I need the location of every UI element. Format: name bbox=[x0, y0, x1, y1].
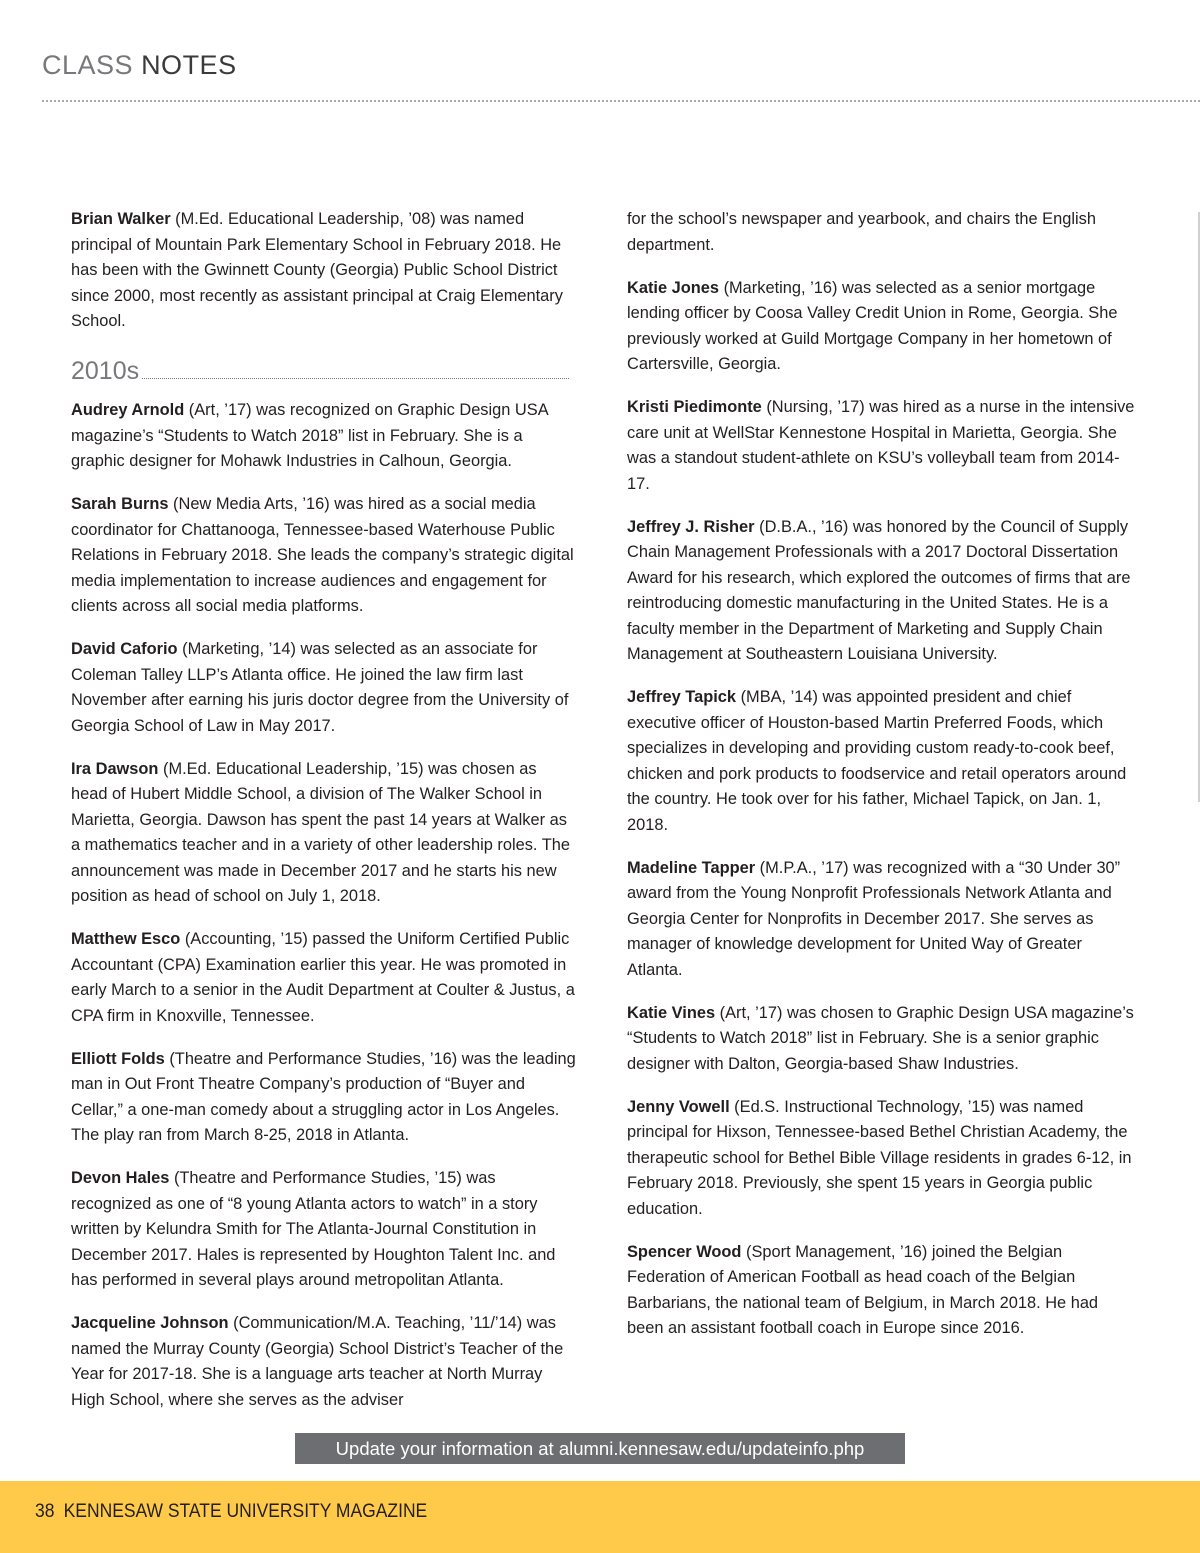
alumni-name: Jeffrey J. Risher bbox=[627, 517, 755, 536]
alumni-name: Sarah Burns bbox=[71, 495, 169, 513]
note-text: (Theatre and Performance Studies, ’15) was recognized as one of “8 young Atlanta actors to watch” in a story written by Kelundra Smith for The Atlanta-Journal Constitution in December 2017. Hales is represented by Houghton Talent Inc. and has performed in several plays around metropolitan Atlanta. bbox=[71, 1169, 556, 1289]
class-note bbox=[71, 757, 576, 910]
note-text: (Art, ’17) was recognized on Graphic Design USA magazine’s “Students to Watch 2018” list in February. She is a graphic designer for Mohawk Industries in Calhoun, Georgia. bbox=[71, 401, 548, 470]
note-text: (Accounting, ’15) passed the Uniform Certified Public Accountant (CPA) Examination earlier this year. He was promoted in early March to a senior in the Audit Department at Coulter & Justus, a CPA firm in Knoxville, Tennessee. bbox=[71, 930, 575, 1025]
alumni-name: Katie Vines bbox=[627, 1003, 716, 1022]
class-note bbox=[627, 685, 1137, 838]
note-text: (M.Ed. Educational Leadership, ’08) was named principal of Mountain Park Elementary School in February 2018. He has been with the Gwinnett County (Georgia) Public School District since 2000, most recently as assistant principal at Craig Elementary School. bbox=[71, 210, 563, 330]
class-note bbox=[71, 1166, 576, 1294]
footer bbox=[35, 1500, 427, 1524]
class-note bbox=[627, 395, 1137, 497]
class-note bbox=[627, 276, 1137, 378]
class-note bbox=[627, 1095, 1137, 1223]
class-note-continuation: for the school’s newspaper and yearbook, and chairs the English department. bbox=[627, 210, 1096, 254]
publication-name: KENNESAW STATE UNIVERSITY MAGAZINE bbox=[63, 1501, 428, 1522]
note-text: (Marketing, ’14) was selected as an associate for Coleman Talley LLP’s Atlanta office. He joined the law firm last November after earning his juris doctor degree from the University of Georgia School of Law in May 2017. bbox=[71, 640, 569, 735]
note-text: (Nursing, ’17) was hired as a nurse in the intensive care unit at WellStar Kennestone Hospital in Marietta, Georgia. She was a standout student-athlete on KSU’s volleyball team from 2014-17. bbox=[627, 398, 1135, 493]
page-section-title bbox=[42, 52, 237, 79]
note-text: (Art, ’17) was chosen to Graphic Design USA magazine’s “Students to Watch 2018” list in February. She is a senior graphic designer with Dalton, Georgia-based Shaw Industries. bbox=[627, 1003, 1134, 1073]
note-text: (Marketing, ’16) was selected as a senior mortgage lending officer by Coosa Valley Credit Union in Rome, Georgia. She previously worked at Guild Mortgage Company in her hometown of Cartersville, Georgia. bbox=[627, 278, 1118, 373]
decade-heading-label: 2010s bbox=[71, 357, 140, 385]
alumni-name: Kristi Piedimonte bbox=[627, 398, 762, 416]
class-note bbox=[627, 515, 1137, 668]
class-note bbox=[71, 1047, 576, 1149]
class-note bbox=[71, 398, 576, 475]
decade-heading-dotted-rule bbox=[142, 378, 569, 379]
alumni-name: Spencer Wood bbox=[627, 1242, 742, 1261]
note-text: (M.Ed. Educational Leadership, ’15) was chosen as head of Hubert Middle School, a division of The Walker School in Marietta, Georgia. Dawson has spent the past 14 years at Walker as a mathematics teacher and in a variety of other leadership roles. The announcement was made in December 2017 and he starts his new position as head of school on July 1, 2018. bbox=[71, 759, 570, 905]
alumni-name: Jacqueline Johnson bbox=[71, 1314, 229, 1332]
alumni-name: Ira Dawson bbox=[71, 759, 159, 778]
alumni-name: Elliott Folds bbox=[71, 1049, 165, 1068]
alumni-name: Brian Walker bbox=[71, 210, 171, 228]
note-text: (Theatre and Performance Studies, ’16) was the leading man in Out Front Theatre Company’s production of “Buyer and Cellar,” a one-man comedy about a struggling actor in Los Angeles. The play ran from March 8-25, 2018 in Atlanta. bbox=[71, 1049, 576, 1144]
left-column bbox=[71, 207, 576, 1431]
right-column bbox=[627, 207, 1137, 1359]
alumni-name: Jenny Vowell bbox=[627, 1097, 730, 1116]
alumni-name: Katie Jones bbox=[627, 278, 720, 297]
note-text: (MBA, ’14) was appointed president and chief executive officer of Houston-based Martin Preferred Foods, which specializes in developing and providing custom ready-to-cook beef, chicken and pork products to foodservice and retail operators around the country. He took over for his father, Michael Tapick, on Jan. 1, 2018. bbox=[627, 688, 1127, 834]
alumni-name: Devon Hales bbox=[71, 1169, 170, 1187]
class-note bbox=[627, 1001, 1137, 1078]
class-note bbox=[71, 637, 576, 739]
class-note bbox=[71, 927, 576, 1029]
alumni-name: David Caforio bbox=[71, 640, 178, 658]
class-note bbox=[627, 1240, 1137, 1342]
alumni-name: Madeline Tapper bbox=[627, 858, 756, 877]
alumni-name: Audrey Arnold bbox=[71, 401, 185, 419]
class-note bbox=[71, 492, 576, 620]
note-text: (Ed.S. Instructional Technology, ’15) was named principal for Hixson, Tennessee-based Bethel Christian Academy, the therapeutic school for Bethel Bible Village residents in grades 6-12, in February 2018. Previously, she spent 15 years in Georgia public education. bbox=[627, 1097, 1132, 1218]
note-text: (New Media Arts, ’16) was hired as a social media coordinator for Chattanooga, Tennessee-based Waterhouse Public Relations in February 2018. She leads the company’s strategic digital media implementation to increase audiences and engagement for clients across all social media platforms. bbox=[71, 495, 574, 615]
note-text: (M.P.A., ’17) was recognized with a “30 Under 30” award from the Young Nonprofit Professionals Network Atlanta and Georgia Center for Nonprofits in December 2017. She serves as manager of knowledge development for United Way of Greater Atlanta. bbox=[627, 858, 1121, 979]
class-note bbox=[627, 856, 1137, 984]
decade-heading bbox=[71, 352, 576, 384]
update-info-banner: Update your information at alumni.kennesaw.edu/updateinfo.php bbox=[295, 1433, 905, 1464]
alumni-name: Jeffrey Tapick bbox=[627, 688, 737, 706]
class-note bbox=[71, 1311, 576, 1413]
section-title-class: CLASS bbox=[42, 50, 134, 80]
note-text: (D.B.A., ’16) was honored by the Council of Supply Chain Management Professionals with a 2017 Doctoral Dissertation Award for his research, which explored the outcomes of firms that are reintroducing domestic manufacturing in the United States. He is a faculty member in the Department of Marketing and Supply Chain Management at Southeastern Louisiana University. bbox=[627, 517, 1131, 663]
section-title-notes: NOTES bbox=[141, 50, 237, 80]
header-dotted-rule bbox=[42, 100, 1200, 102]
note-text: (Sport Management, ’16) joined the Belgian Federation of American Football as head coach of the Belgian Barbarians, the national team of Belgium, in March 2018. He had been an assistant football coach in Europe since 2016. bbox=[627, 1242, 1099, 1337]
class-note bbox=[71, 207, 576, 335]
note-text: (Communication/M.A. Teaching, ’11/’14) was named the Murray County (Georgia) School District’s Teacher of the Year for 2017-18. She is a language arts teacher at North Murray High School, where she serves as the adviser bbox=[71, 1314, 564, 1409]
page-number: 38 bbox=[35, 1501, 55, 1522]
alumni-name: Matthew Esco bbox=[71, 930, 181, 948]
